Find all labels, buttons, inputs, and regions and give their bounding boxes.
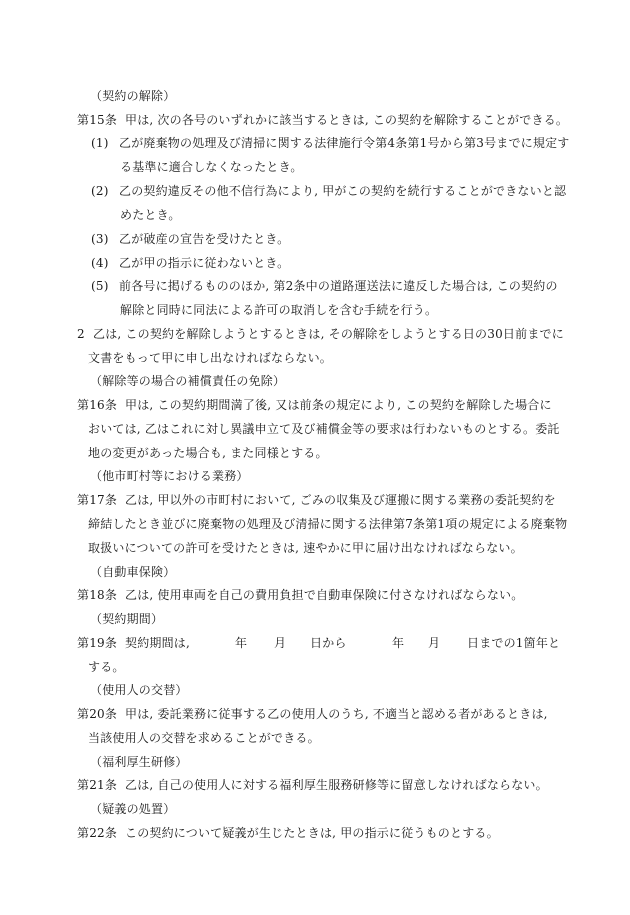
item-number: (2) (91, 184, 109, 198)
article-19-lead: 契約期間は, (125, 636, 191, 650)
article-17-text: 乙は, 甲以外の市町村において, ごみの収集及び運搬に関する業務の委託契約を (125, 493, 556, 507)
article-20-heading: （使用人の交替） (90, 683, 188, 697)
article-16-text: 甲は, この契約期間満了後, 又は前条の規定により, この契約を解除した場合に (125, 398, 552, 412)
item-text: 乙が破産の宣告を受けたとき。 (119, 232, 290, 246)
item-number: (5) (91, 279, 109, 293)
article-19-day-from: 日から (310, 636, 347, 650)
article-21-number: 第21条 (77, 778, 118, 792)
item-text: 前各号に掲げるもののほか, 第2条中の道路運送法に違反した場合は, この契約の (119, 279, 558, 293)
article-16-cont-2: 地の変更があった場合も, また同様とする。 (88, 446, 328, 460)
article-19-year-1: 年 (235, 636, 248, 650)
paragraph-text: 乙は, この契約を解除しようとするときは, その解除をしようとする日の30日前までに (93, 327, 564, 341)
item-text: 乙の契約違反その他不信行為により, 甲がこの契約を続行することができないと認 (119, 184, 567, 198)
item-number: (3) (91, 232, 109, 246)
item-number: (1) (91, 136, 109, 150)
article-15-heading: （契約の解除） (90, 89, 176, 103)
article-15-item-1-cont: る基準に適合しなくなったとき。 (120, 160, 303, 174)
article-15-item-5-cont: 解除と同時に同法による許可の取消しを含む手続を行う。 (120, 303, 438, 317)
article-15-text: 甲は, 次の各号のいずれかに該当するときは, この契約を解除することができる。 (125, 113, 569, 127)
article-17-cont-2: 取扱いについての許可を受けたときは, 速やかに甲に届け出なければならない。 (88, 541, 523, 555)
article-19-year-2: 年 (392, 636, 405, 650)
article-15-paragraph-2 (77, 327, 564, 341)
article-16-number: 第16条 (77, 398, 118, 412)
article-17-cont-1: 締結したとき並びに廃棄物の処理及び清掃に関する法律第7条第1項の規定による廃棄物 (88, 517, 568, 531)
article-16-cont-1: おいては, 乙はこれに対し異議申立て及び補償金等の要求は行わないものとする。委託 (88, 422, 560, 436)
article-21-heading: （福利厚生研修） (90, 755, 188, 769)
article-22-number: 第22条 (77, 826, 118, 840)
article-17-heading: （他市町村等における業務） (90, 469, 249, 483)
article-15-number: 第15条 (77, 113, 118, 127)
item-text: 乙が廃棄物の処理及び清掃に関する法律施行令第4条第1号から第3号までに規定す (119, 136, 570, 150)
article-20-cont: 当該使用人の交替を求めることができる。 (88, 731, 320, 745)
paragraph-number: 2 (77, 327, 85, 341)
article-19-number: 第19条 (77, 636, 118, 650)
article-19-heading: （契約期間） (90, 612, 164, 626)
article-19-month-2: 月 (428, 636, 441, 650)
article-19-day-until: 日までの1箇年と (467, 636, 561, 650)
article-17-number: 第17条 (77, 493, 118, 507)
item-number: (4) (91, 256, 109, 270)
article-20-number: 第20条 (77, 707, 118, 721)
article-20-text: 甲は, 委託業務に従事する乙の使用人のうち, 不適当と認める者があるときは, (125, 707, 548, 721)
article-19-month-1: 月 (274, 636, 287, 650)
article-15-paragraph-2-cont: 文書をもって甲に申し出なければならない。 (88, 351, 333, 365)
article-18-heading: （自動車保険） (90, 565, 176, 579)
article-19-cont: する。 (88, 660, 125, 674)
article-15-item-2-cont: めたとき。 (120, 208, 181, 222)
article-22-heading: （疑義の処置） (90, 802, 176, 816)
article-18-text: 乙は, 使用車両を自己の費用負担で自動車保険に付さなければならない。 (125, 588, 524, 602)
article-16-heading: （解除等の場合の補償責任の免除） (90, 374, 286, 388)
item-text: 乙が甲の指示に従わないとき。 (119, 256, 290, 270)
article-18-number: 第18条 (77, 588, 118, 602)
article-21-text: 乙は, 自己の使用人に対する福利厚生服務研修等に留意しなければならない。 (125, 778, 548, 792)
article-22-text: この契約について疑義が生じたときは, 甲の指示に従うものとする。 (125, 826, 499, 840)
